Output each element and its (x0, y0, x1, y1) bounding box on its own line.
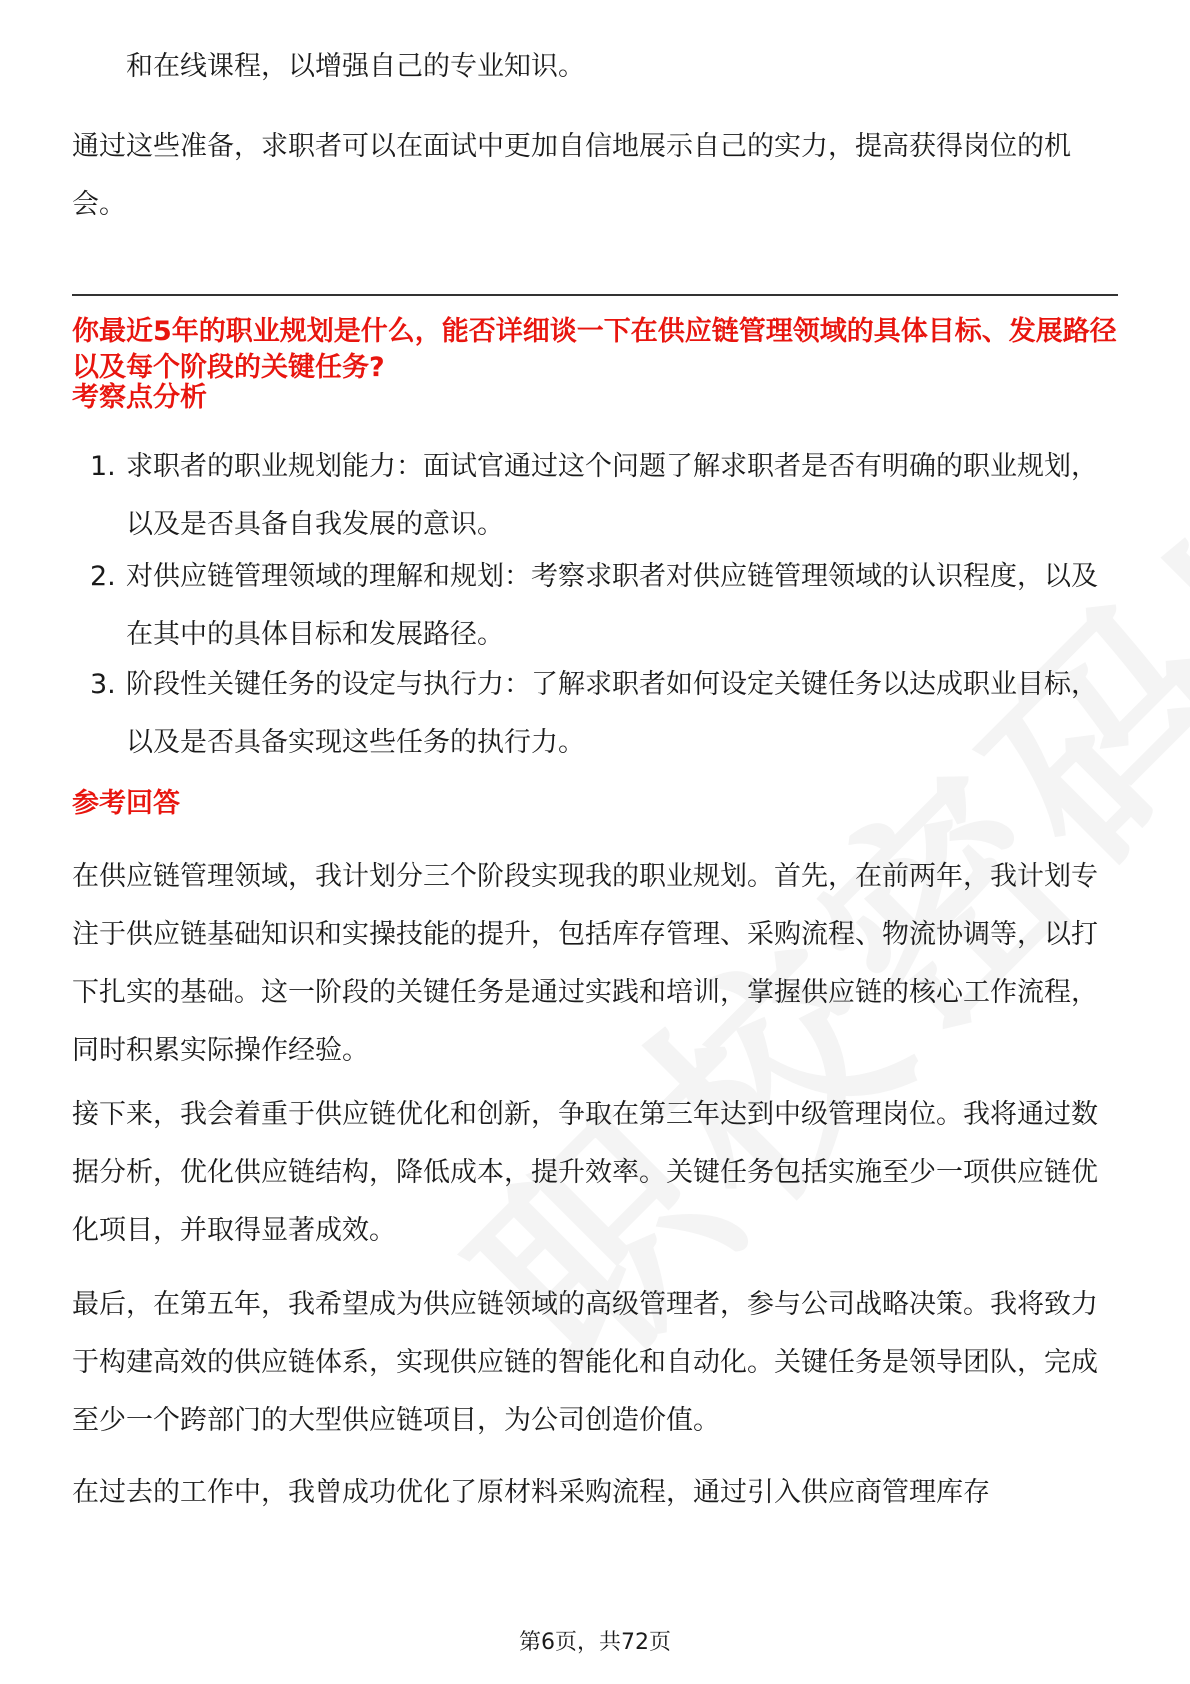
list-number: 1. (90, 451, 116, 482)
answer-paragraph: 最后，在第五年，我希望成为供应链领域的高级管理者，参与公司战略决策。我将致力于构建高效的供应链体系，实现供应链的智能化和自动化。关键任务是领导团队，完成至少一个跨部门的大型供应链项目，为公司创造价值。 (72, 1289, 1098, 1436)
analysis-item (72, 438, 1118, 554)
answer-heading: 参考回答 (72, 788, 180, 819)
page-number: 第6页，共72页 (519, 1630, 671, 1655)
interview-question: 你最近5年的职业规划是什么，能否详细谈一下在供应链管理领域的具体目标、发展路径以及每个阶段的关键任务? (72, 316, 1117, 383)
intro-conclusion: 通过这些准备，求职者可以在面试中更加自信地展示自己的实力，提高获得岗位的机会。 (72, 131, 1071, 220)
analysis-item (72, 656, 1118, 772)
analysis-heading: 考察点分析 (72, 382, 207, 413)
section-divider (72, 294, 1118, 296)
list-number: 2. (90, 561, 116, 592)
analysis-item (72, 548, 1118, 664)
answer-paragraph: 接下来，我会着重于供应链优化和创新，争取在第三年达到中级管理岗位。我将通过数据分析，优化供应链结构，降低成本，提升效率。关键任务包括实施至少一项供应链优化项目，并取得显著成效。 (72, 1099, 1098, 1246)
list-text: 对供应链管理领域的理解和规划：考察求职者对供应链管理领域的认识程度，以及在其中的具体目标和发展路径。 (126, 561, 1098, 650)
answer-paragraph: 在供应链管理领域，我计划分三个阶段实现我的职业规划。首先，在前两年，我计划专注于供应链基础知识和实操技能的提升，包括库存管理、采购流程、物流协调等，以打下扎实的基础。这一阶段的关键任务是通过实践和培训，掌握供应链的核心工作流程，同时积累实际操作经验。 (72, 861, 1098, 1066)
answer-paragraph: 在过去的工作中，我曾成功优化了原材料采购流程，通过引入供应商管理库存 (72, 1477, 990, 1508)
list-text: 阶段性关键任务的设定与执行力：了解求职者如何设定关键任务以达成职业目标，以及是否具备实现这些任务的执行力。 (126, 669, 1098, 758)
list-number: 3. (90, 669, 116, 700)
list-text: 求职者的职业规划能力：面试官通过这个问题了解求职者是否有明确的职业规划，以及是否具备自我发展的意识。 (126, 451, 1098, 540)
intro-continuation: 和在线课程，以增强自己的专业知识。 (126, 51, 585, 82)
